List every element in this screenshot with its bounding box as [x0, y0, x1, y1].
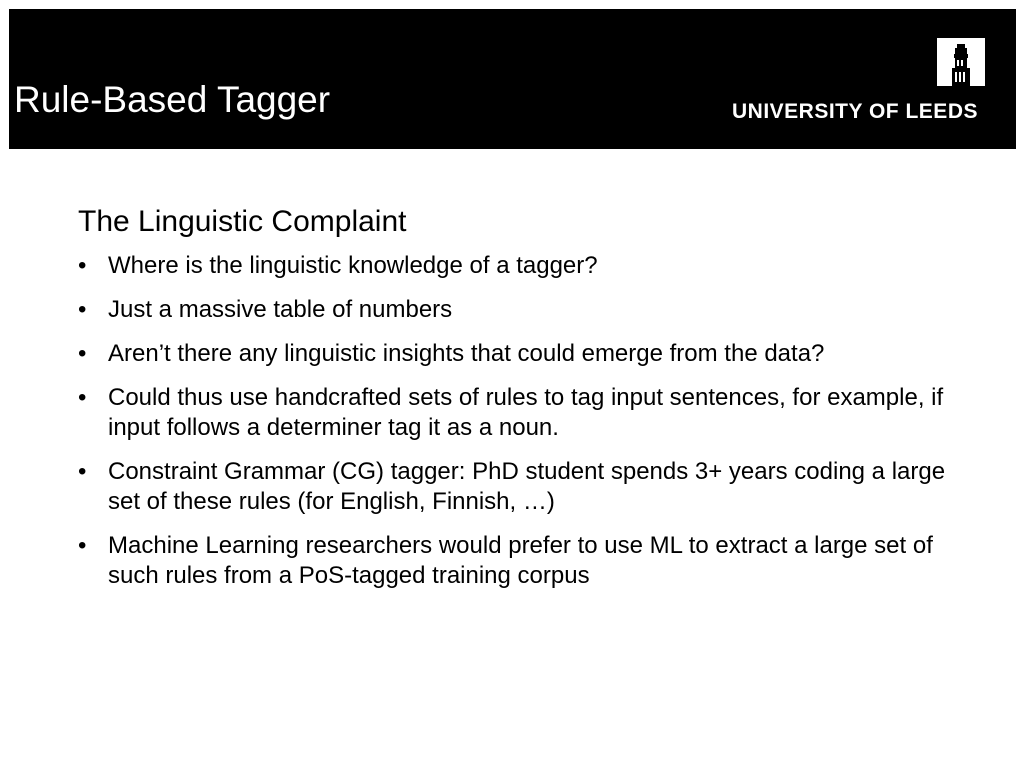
tower-crest-icon [937, 38, 985, 86]
bullet-item [78, 295, 958, 325]
bullet-item [78, 251, 958, 281]
bullet-text: Machine Learning researchers would prefer to use ML to extract a large set of such rules from a PoS-tagged training corpus [108, 532, 933, 589]
slide-title: Rule-Based Tagger [14, 79, 331, 120]
bullet-text: Where is the linguistic knowledge of a tagger? [108, 252, 598, 279]
bullet-text: Constraint Grammar (CG) tagger: PhD student spends 3+ years coding a large set of these rules (for English, Finnish, …) [108, 458, 946, 515]
bullet-marker: • [78, 532, 87, 559]
bullet-marker: • [78, 340, 87, 367]
bullet-item [78, 457, 958, 517]
bullet-text: Could thus use handcrafted sets of rules to tag input sentences, for example, if input follows a determiner tag it as a noun. [108, 384, 944, 441]
bullet-item [78, 383, 958, 443]
bullet-marker: • [78, 296, 87, 323]
bullet-marker: • [78, 458, 87, 485]
bullet-marker: • [78, 252, 87, 279]
bullet-item [78, 339, 958, 369]
university-name: UNIVERSITY OF LEEDS [732, 100, 978, 123]
section-heading: The Linguistic Complaint [78, 205, 407, 238]
university-logo [718, 38, 988, 128]
bullet-list [78, 251, 958, 591]
bullet-item [78, 531, 958, 591]
bullet-text: Aren’t there any linguistic insights that could emerge from the data? [108, 340, 825, 367]
bullet-marker: • [78, 384, 87, 411]
bullet-text: Just a massive table of numbers [108, 296, 453, 323]
slide-content [78, 203, 958, 605]
